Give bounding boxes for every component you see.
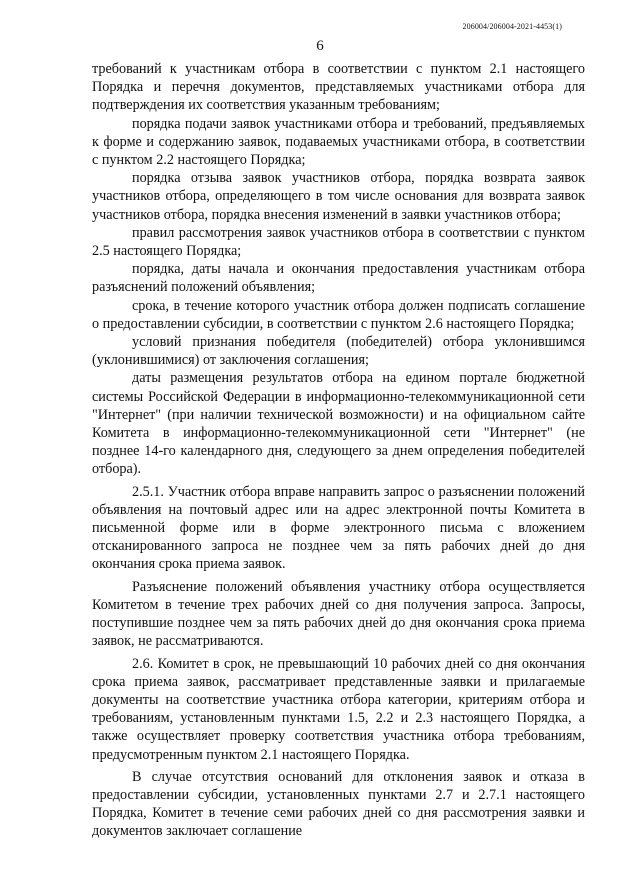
document-id: 206004/206004-2021-4453(1) (462, 22, 562, 31)
paragraph: 2.5.1. Участник отбора вправе направить запрос о разъяснении положений объявления на почтовый адрес или на адрес электронной почты Комитета в письменной форме или в форме электронного письма с вложением отсканированного запроса не позднее чем за пять рабочих дней до дня окончания срока приема заявок. (92, 483, 585, 573)
paragraph: порядка подачи заявок участниками отбора и требований, предъявляемых к форме и содержанию заявок, подаваемых участниками отбора, в соответствии с пунктом 2.2 настоящего Порядка; (92, 115, 585, 169)
paragraph: условий признания победителя (победителей) отбора уклонившимся (уклонившимися) от заключения соглашения; (92, 334, 585, 369)
paragraph: В случае отсутствия оснований для отклонения заявок и отказа в предоставлении субсидии, установленных пунктами 2.7 и 2.7.1 настоящего Порядка, Комитет в течение семи рабочих дней со дня рассмотрения заявки и документов заключает соглашение (92, 768, 585, 840)
paragraph: 2.6. Комитет в срок, не превышающий 10 рабочих дней со дня окончания срока приема заявок, рассматривает представленные заявки и прилагаемые документы на соответствие участника отбора категории, критериям отбора и требованиям, установленным пунктами 1.5, 2.2 и 2.3 настоящего Порядка, а также осуществляет проверку соответствия участника отбора требованиям, предусмотренным пунктом 2.1 настоящего Порядка. (92, 655, 585, 763)
page-number: 6 (316, 38, 324, 54)
document-body (92, 60, 585, 841)
paragraph: Разъяснение положений объявления участнику отбора осуществляется Комитетом в течение трех рабочих дней со дня получения запроса. Запросы, поступившие позднее чем за пять рабочих дней до дня окончания срока приема заявок, не рассматриваются. (92, 578, 585, 650)
paragraph: требований к участникам отбора в соответствии с пунктом 2.1 настоящего Порядка и перечня документов, представляемых участниками отбора для подтверждения их соответствия указанным требованиям; (92, 61, 585, 114)
paragraph: порядка, даты начала и окончания предоставления участникам отбора разъяснений положений объявления; (92, 261, 585, 296)
paragraph: срока, в течение которого участник отбора должен подписать соглашение о предоставлении субсидии, в соответствии с пунктом 2.6 настоящего Порядка; (92, 297, 585, 332)
paragraph: правил рассмотрения заявок участников отбора в соответствии с пунктом 2.5 настоящего Порядка; (92, 224, 585, 260)
paragraph: порядка отзыва заявок участников отбора, порядка возврата заявок участников отбора, определяющего в том числе основания для возврата заявок участников отбора, порядка внесения изменений в заявки участников отбора; (92, 170, 585, 223)
paragraph: даты размещения результатов отбора на едином портале бюджетной системы Российской Федерации в информационно-телекоммуникационной сети "Интернет" (при наличии технической возможности) и на официальном сайте Комитета в информационно-телекоммуникационной сети "Интернет" (не позднее 14-го календарного дня, следующего за днем определения победителей отбора). (92, 370, 585, 478)
